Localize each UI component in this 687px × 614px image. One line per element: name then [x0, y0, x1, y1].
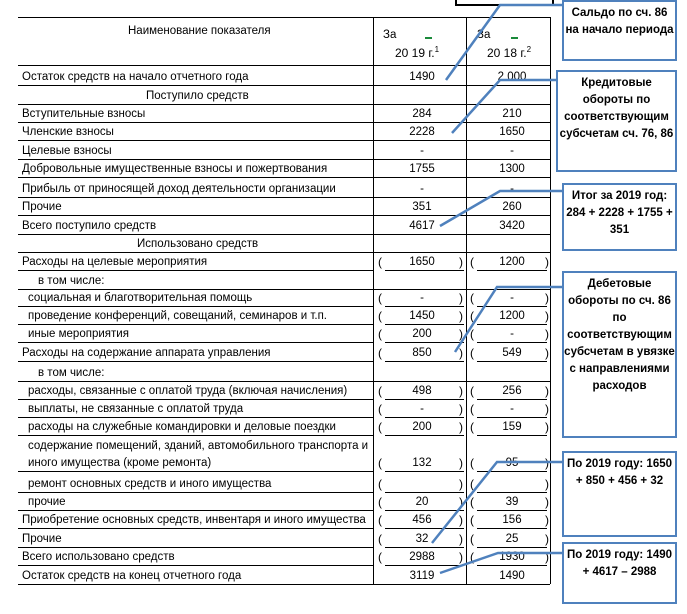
value-2019: 1450	[409, 310, 435, 322]
parenthesis: )	[459, 495, 463, 509]
parenthesis: (	[470, 495, 474, 509]
parenthesis: (	[470, 477, 474, 491]
row-label: Прочие	[22, 201, 62, 213]
parenthesis: )	[545, 550, 549, 564]
parenthesis: (	[470, 532, 474, 546]
row-label: Добровольные имущественные взносы и пожертвования	[22, 163, 328, 175]
value-2018: 549	[502, 347, 522, 359]
parenthesis: )	[545, 420, 549, 434]
row-label: проведение конференций, совещаний, семинаров и т.п.	[28, 310, 327, 322]
value-2018: -	[510, 292, 514, 304]
parenthesis: (	[378, 420, 382, 434]
value-2019: 456	[412, 514, 432, 526]
parenthesis: (	[378, 456, 382, 470]
parenthesis: (	[470, 402, 474, 416]
value-2018: -	[510, 403, 514, 415]
parenthesis: )	[545, 456, 549, 470]
parenthesis: )	[459, 346, 463, 360]
connector-credit-turnover	[452, 80, 557, 133]
value-2019: 351	[412, 201, 432, 213]
header-col2-sup: 2	[526, 45, 532, 54]
value-2018: -	[510, 183, 514, 195]
note-total-used: По 2019 году: 1650 + 850 + 456 + 32	[562, 451, 677, 537]
value-2019: 4617	[409, 220, 435, 232]
value-2018: 256	[502, 385, 522, 397]
value-2018: 39	[505, 496, 519, 508]
parenthesis: (	[378, 327, 382, 341]
parenthesis: (	[378, 309, 382, 323]
parenthesis: )	[459, 402, 463, 416]
parenthesis: )	[545, 495, 549, 509]
value-2018: 3420	[499, 220, 525, 232]
value-2018: 1650	[499, 126, 525, 138]
parenthesis: (	[378, 384, 382, 398]
header-indicator-name: Наименование показателя	[128, 25, 271, 37]
parenthesis: (	[470, 255, 474, 269]
parenthesis: (	[470, 420, 474, 434]
parenthesis: (	[470, 346, 474, 360]
connector-total-used	[432, 462, 563, 543]
note-debit-turnover: Дебетовые обороты по сч. 86 по соответствующим субсчетам в увязке с направлениями расходов	[562, 271, 677, 438]
value-2019: 1755	[409, 163, 435, 175]
parenthesis: (	[378, 495, 382, 509]
parenthesis: (	[470, 513, 474, 527]
value-2018: 159	[502, 421, 522, 433]
header-col1-sup: 1	[434, 45, 440, 54]
connector-opening-balance	[446, 5, 563, 80]
value-2019: 200	[412, 328, 432, 340]
value-2019: 3119	[409, 570, 435, 582]
parenthesis: (	[470, 309, 474, 323]
value-2019: -	[420, 183, 424, 195]
parenthesis: )	[545, 309, 549, 323]
value-2018: 25	[505, 533, 519, 545]
parenthesis: (	[378, 513, 382, 527]
row-label: Всего поступило средств	[22, 220, 157, 232]
parenthesis: (	[470, 291, 474, 305]
note-credit-turnover: Кредитовые обороты по соответствующим субсчетам сч. 76, 86	[556, 70, 677, 172]
parenthesis: )	[545, 327, 549, 341]
parenthesis: (	[378, 346, 382, 360]
parenthesis: )	[459, 309, 463, 323]
row-label: Вступительные взносы	[22, 108, 146, 120]
row-label: расходы на служебные командировки и деловые поездки	[28, 421, 336, 433]
parenthesis: (	[470, 550, 474, 564]
value-2019: 32	[415, 533, 429, 545]
row-label: Прочие	[22, 533, 62, 545]
value-2019: 2988	[409, 551, 435, 563]
value-2018: 2 000	[497, 71, 527, 83]
value-2019: -	[420, 145, 424, 157]
value-2019: 284	[412, 108, 432, 120]
value-2019: 1490	[409, 71, 435, 83]
header-col1-za: За	[383, 29, 397, 41]
connector-closing-balance	[440, 553, 563, 573]
value-2019: 20	[415, 496, 429, 508]
row-label: прочие	[28, 496, 66, 508]
value-2018: 1300	[499, 163, 525, 175]
row-label: Расходы на содержание аппарата управления	[22, 347, 271, 359]
row-label: Остаток средств на конец отчетного года	[22, 570, 242, 582]
row-label: Поступило средств	[146, 90, 249, 102]
header-col1-year-text: 20 19 г.	[395, 46, 435, 60]
connector-total-received	[440, 191, 563, 226]
parenthesis: )	[545, 402, 549, 416]
header-col2-year-text: 20 18 г.	[487, 46, 527, 60]
parenthesis: )	[459, 513, 463, 527]
row-label: ремонт основных средств и иного имущества	[28, 478, 272, 490]
parenthesis: )	[545, 346, 549, 360]
note-total-received: Итог за 2019 год: 284 + 2228 + 1755 + 351	[562, 183, 677, 251]
parenthesis: )	[545, 532, 549, 546]
value-2019: 2228	[409, 126, 435, 138]
parenthesis: (	[470, 456, 474, 470]
value-2018: -	[510, 328, 514, 340]
row-label: выплаты, не связанные с оплатой труда	[28, 403, 244, 415]
row-label: расходы, связанные с оплатой труда (включая начисления)	[28, 385, 348, 397]
value-2018: 1200	[499, 256, 525, 268]
value-2019: 498	[412, 385, 432, 397]
parenthesis: )	[545, 513, 549, 527]
value-2018: 1200	[499, 310, 525, 322]
row-label: Расходы на целевые мероприятия	[22, 256, 208, 268]
parenthesis: )	[459, 255, 463, 269]
row-label: Прибыль от приносящей доход деятельности организации	[22, 183, 336, 195]
note-closing-balance: По 2019 году: 1490 + 4617 – 2988	[562, 542, 677, 604]
row-label: Членские взносы	[22, 126, 114, 138]
value-2018: 95	[505, 457, 519, 469]
parenthesis: )	[459, 327, 463, 341]
value-2019: -	[420, 292, 424, 304]
row-label: содержание помещений, зданий, автомобильного транспорта и	[28, 440, 369, 452]
parenthesis: )	[459, 456, 463, 470]
header-col2-za: За	[477, 29, 491, 41]
row-label: социальная и благотворительная помощь	[28, 292, 253, 304]
parenthesis: (	[378, 291, 382, 305]
row-label-continued: иного имущества (кроме ремонта)	[28, 457, 212, 469]
value-2018: 1490	[499, 570, 525, 582]
row-label: иные мероприятия	[28, 328, 129, 340]
value-2019: 200	[412, 421, 432, 433]
parenthesis: )	[459, 550, 463, 564]
parenthesis: )	[459, 384, 463, 398]
row-label: Остаток средств на начало отчетного года	[22, 71, 249, 83]
parenthesis: )	[545, 291, 549, 305]
value-2018: -	[510, 145, 514, 157]
parenthesis: (	[470, 327, 474, 341]
parenthesis: (	[378, 550, 382, 564]
parenthesis: (	[378, 402, 382, 416]
value-2019: 1650	[409, 256, 435, 268]
connector-debit-turnover	[455, 287, 563, 352]
parenthesis: (	[378, 477, 382, 491]
value-2018: 1930	[499, 551, 525, 563]
row-label: Всего использовано средств	[22, 551, 175, 563]
parenthesis: (	[378, 255, 382, 269]
parenthesis: )	[459, 291, 463, 305]
parenthesis: )	[545, 477, 549, 491]
row-label: Использовано средств	[137, 238, 259, 250]
row-label: в том числе:	[38, 275, 105, 287]
parenthesis: )	[459, 420, 463, 434]
row-label: в том числе:	[38, 367, 105, 379]
value-2019: 850	[412, 347, 432, 359]
value-2019: 132	[412, 457, 432, 469]
value-2019: -	[420, 403, 424, 415]
value-2018: 156	[502, 514, 522, 526]
parenthesis: (	[378, 532, 382, 546]
value-2018: 210	[502, 108, 522, 120]
parenthesis: )	[545, 255, 549, 269]
parenthesis: (	[470, 384, 474, 398]
parenthesis: )	[545, 384, 549, 398]
row-label: Целевые взносы	[22, 145, 112, 157]
parenthesis: )	[459, 477, 463, 491]
note-opening-balance: Сальдо по сч. 86 на начало периода	[562, 0, 677, 61]
parenthesis: )	[459, 532, 463, 546]
value-2018: 260	[502, 201, 522, 213]
row-label: Приобретение основных средств, инвентаря и иного имущества	[22, 514, 366, 526]
